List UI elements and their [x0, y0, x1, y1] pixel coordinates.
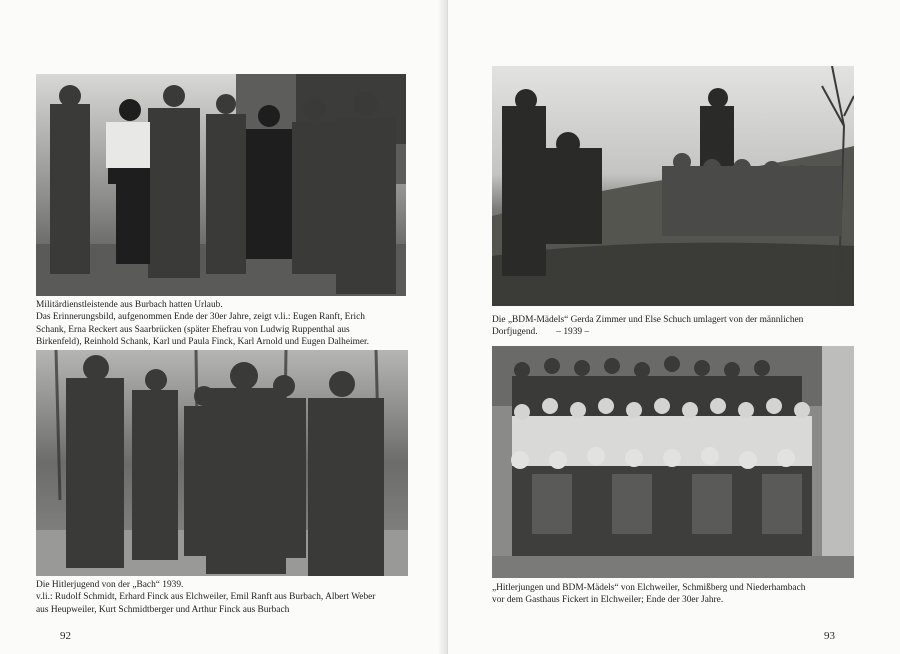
photo-group-gasthaus-fickert — [492, 346, 854, 578]
caption-hitlerjugend-bach — [36, 579, 416, 616]
caption-group-gasthaus-fickert — [492, 582, 892, 607]
caption-line: v.li.: Rudolf Schmidt, Erhard Finck aus Elchweiler, Emil Ranft aus Burbach, Albert Weber — [36, 592, 376, 603]
caption-line: Die „BDM-Mädels“ Gerda Zimmer und Else Schuch umlagert von der männlichen — [492, 315, 804, 325]
caption-line: Dorfjugend. – 1939 – — [492, 327, 590, 338]
caption-line: Das Erinnerungsbild, aufgenommen Ende der 30er Jahre, zeigt v.li.: Eugen Ranft, Erich — [36, 312, 365, 323]
left-page — [0, 0, 448, 654]
caption-line: vor dem Gasthaus Fickert in Elchweiler; Ende der 30er Jahre. — [492, 595, 724, 606]
caption-line: „Hitlerjungen und BDM-Mädels“ von Elchweiler, Schmißberg und Niederhambach — [492, 583, 806, 593]
photo-soldiers-on-leave — [36, 74, 406, 296]
caption-line: Schank, Erna Reckert aus Saarbrücken (später Ehefrau von Ludwig Ruppenthal aus — [36, 324, 350, 335]
photo-hitlerjugend-bach — [36, 350, 408, 576]
photo-bdm-maedels-hillside — [492, 66, 854, 306]
caption-bdm-maedels-hillside — [492, 314, 892, 339]
page-number-left: 92 — [60, 630, 71, 642]
caption-line: aus Heupweiler, Kurt Schmidtberger und Arthur Finck aus Burbach — [36, 604, 290, 615]
page-number-right: 93 — [824, 630, 835, 642]
caption-line: Militärdienstleistende aus Burbach hatten Urlaub. — [36, 300, 223, 310]
caption-line: Die Hitlerjugend von der „Bach“ 1939. — [36, 580, 184, 590]
caption-line: Birkenfeld), Reinhold Schank, Karl und Paula Finck, Karl Arnold und Eugen Dalheimer. — [36, 336, 370, 347]
caption-soldiers-on-leave — [36, 299, 408, 348]
right-page — [448, 0, 900, 654]
